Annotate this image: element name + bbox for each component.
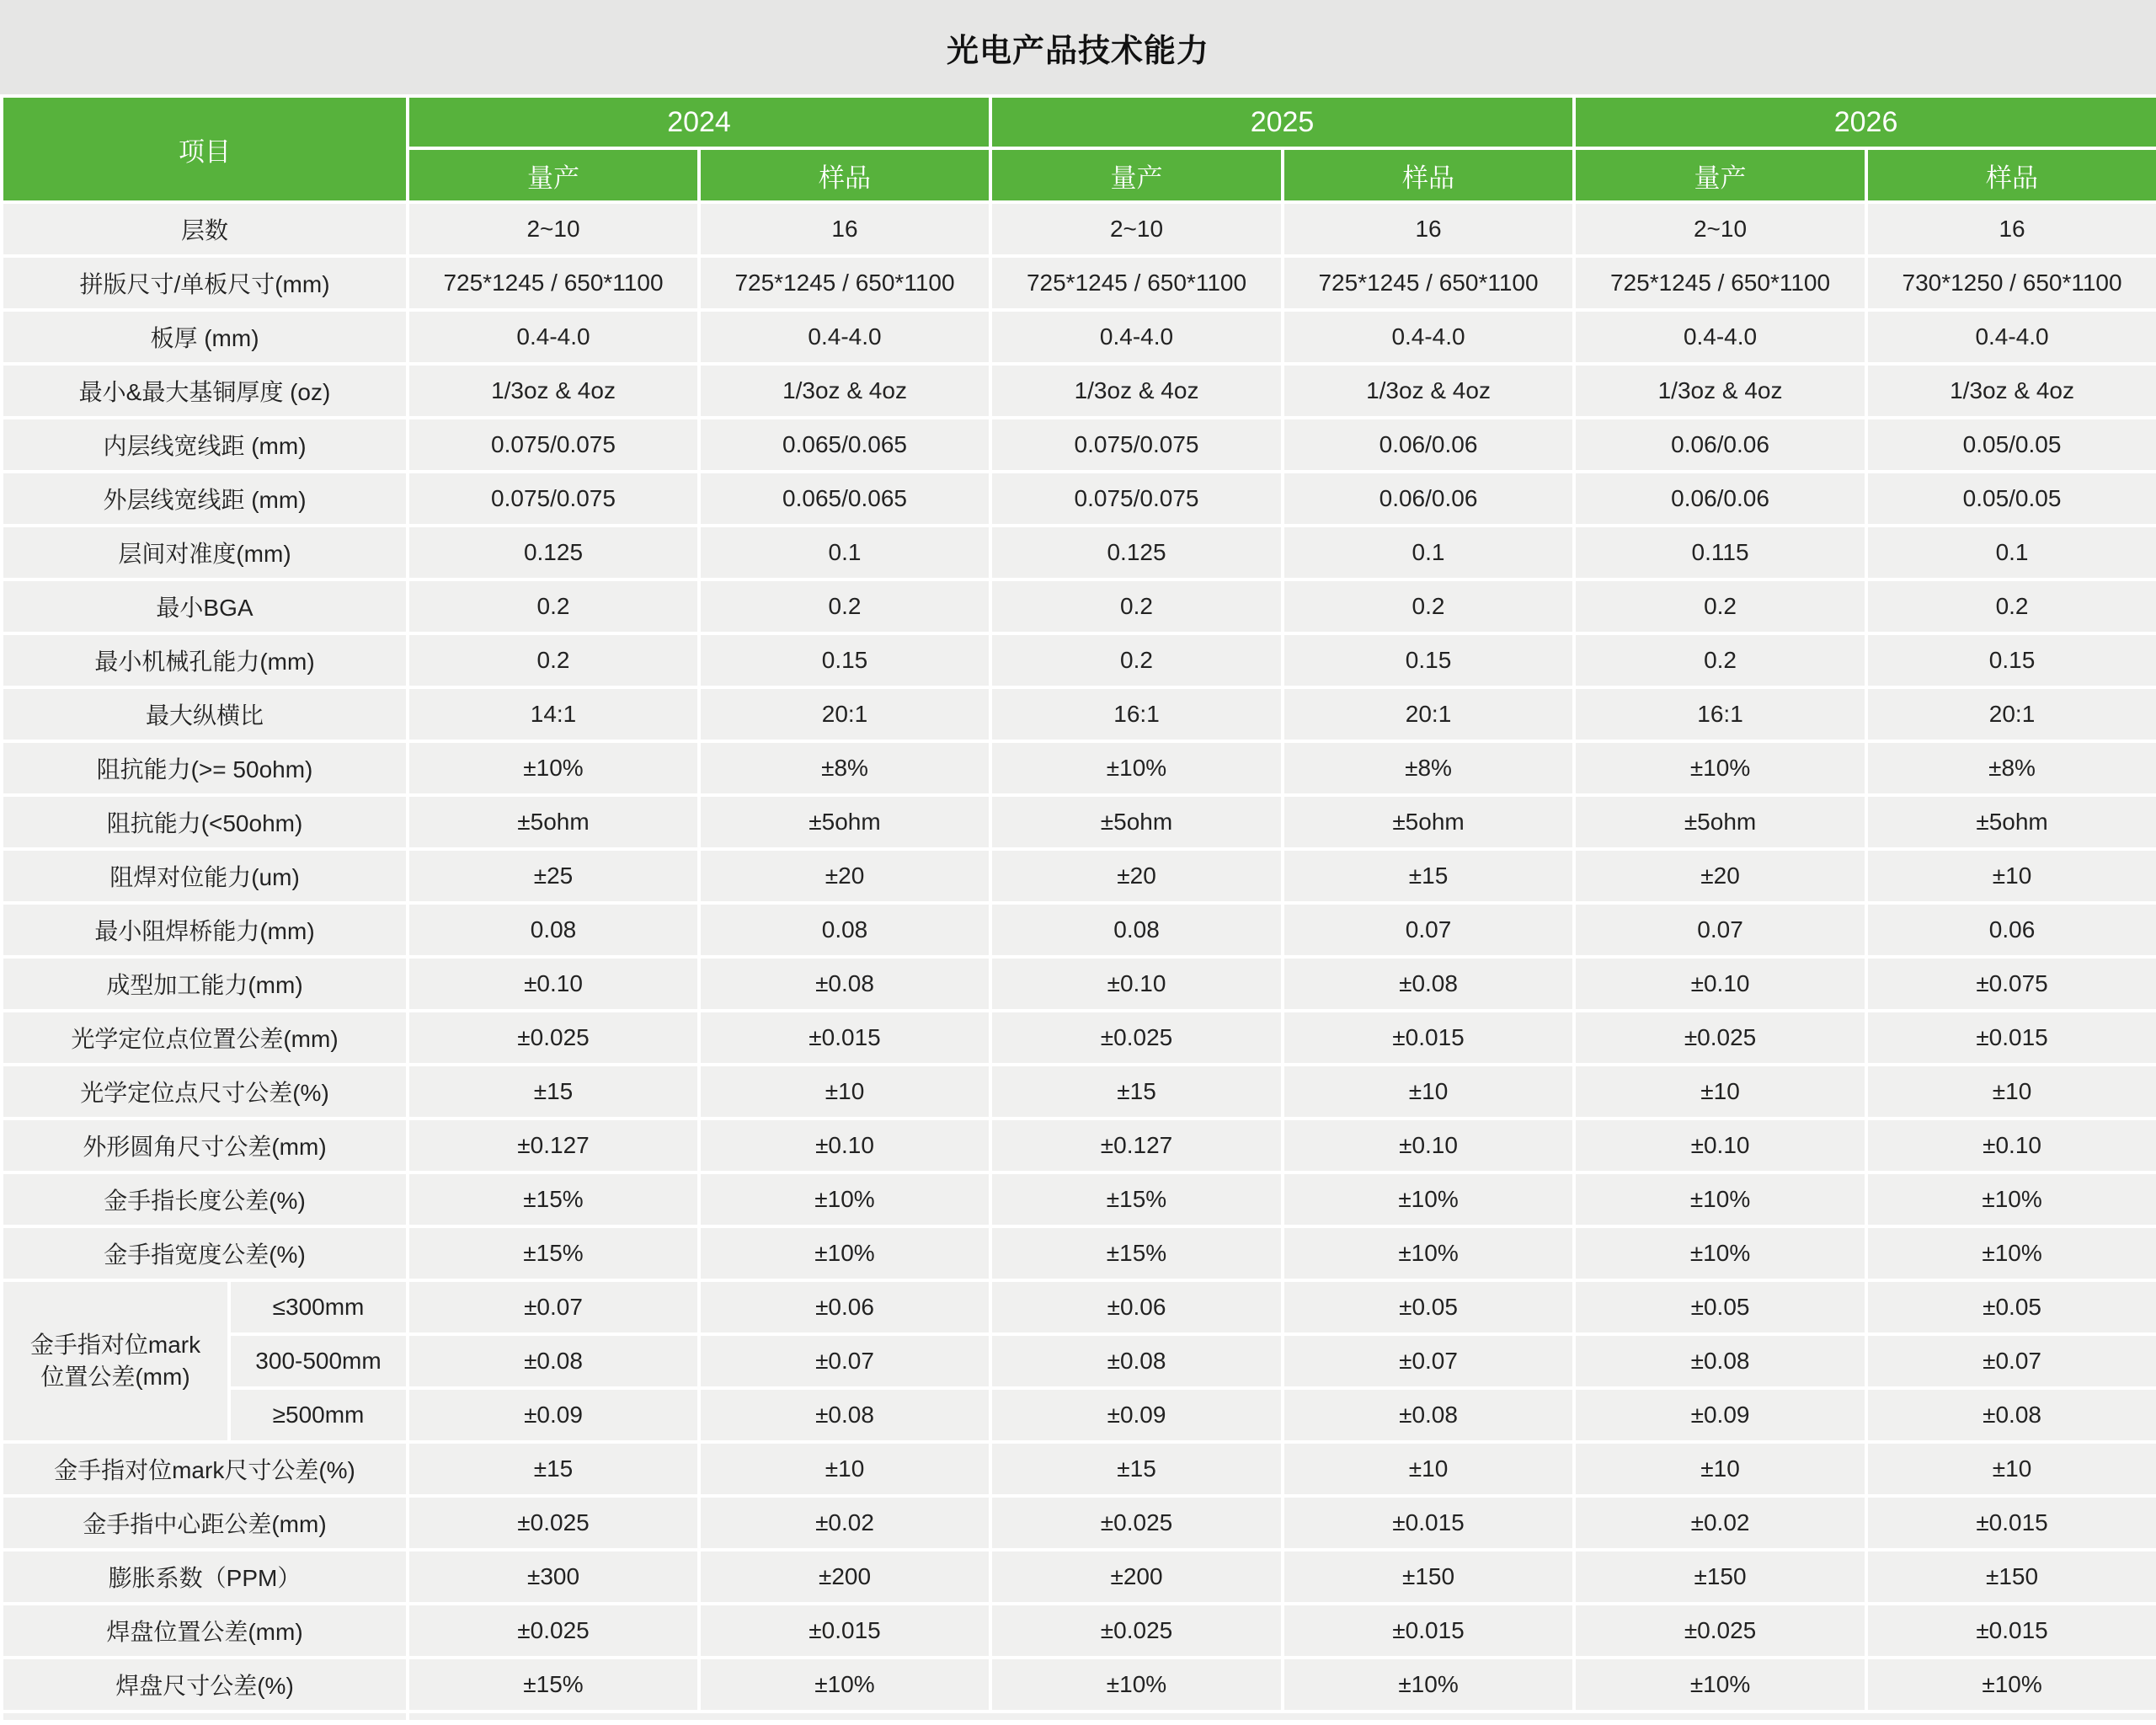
value-cell: ±0.127	[408, 1119, 699, 1172]
value-cell: ±0.015	[699, 1011, 990, 1065]
subcol-header-2026-1: 样品	[1866, 148, 2156, 202]
row-label: 金手指宽度公差(%)	[2, 1226, 408, 1280]
value-cell: 16	[1866, 202, 2156, 256]
value-cell: ±150	[1574, 1550, 1866, 1604]
value-cell: 0.1	[1283, 526, 1574, 579]
value-cell: ±0.015	[1866, 1011, 2156, 1065]
value-cell: ±0.08	[408, 1334, 699, 1388]
value-cell: ±20	[990, 849, 1283, 903]
subcol-header-2024-1: 样品	[699, 148, 990, 202]
value-cell: ±10%	[1574, 1172, 1866, 1226]
value-cell: ±0.025	[990, 1011, 1283, 1065]
table-row	[2, 795, 2156, 849]
value-cell: 1/3oz & 4oz	[990, 364, 1283, 418]
value-cell: ±5ohm	[990, 795, 1283, 849]
value-cell: 0.07	[1283, 903, 1574, 957]
value-cell: ±15	[408, 1065, 699, 1119]
value-cell: ±10	[699, 1442, 990, 1496]
value-cell: 725*1245 / 650*1100	[1574, 256, 1866, 310]
table-row	[2, 1550, 2156, 1604]
subcol-header-2025-0: 量产	[990, 148, 1283, 202]
table-row	[2, 526, 2156, 579]
value-cell: ±0.07	[408, 1280, 699, 1334]
value-cell: ±0.025	[408, 1011, 699, 1065]
value-cell: ±5ohm	[1283, 795, 1574, 849]
value-cell: ±300	[408, 1550, 699, 1604]
value-cell: 0.06/0.06	[1283, 418, 1574, 472]
value-cell: ±0.025	[990, 1604, 1283, 1658]
row-label: 焊盘尺寸公差(%)	[2, 1658, 408, 1712]
row-label: 金手指对位mark尺寸公差(%)	[2, 1442, 408, 1496]
value-cell: ±0.05	[1866, 1280, 2156, 1334]
value-cell: ±0.08	[1866, 1388, 2156, 1442]
value-cell: ±8%	[1283, 741, 1574, 795]
value-cell: ±0.015	[1283, 1011, 1574, 1065]
value-cell: ±0.08	[699, 1388, 990, 1442]
row-label: 内层线宽线距 (mm)	[2, 418, 408, 472]
table-header	[2, 96, 2156, 202]
value-cell: ±0.025	[1574, 1011, 1866, 1065]
value-cell: ±0.075	[1866, 957, 2156, 1011]
value-cell: 0.125	[408, 526, 699, 579]
value-cell: ±10%	[1574, 1658, 1866, 1712]
value-cell: 0.075/0.075	[408, 472, 699, 526]
value-cell: ±15	[408, 1442, 699, 1496]
row-label: 层间对准度(mm)	[2, 526, 408, 579]
value-cell: 0.075/0.075	[408, 418, 699, 472]
table-row	[2, 1226, 2156, 1280]
value-cell: 0.08	[990, 903, 1283, 957]
value-cell: ±0.09	[408, 1388, 699, 1442]
value-cell: ±0.08	[1283, 1388, 1574, 1442]
value-cell: 0.06/0.06	[1574, 472, 1866, 526]
value-cell: 1/3oz & 4oz	[408, 364, 699, 418]
subcol-header-2026-0: 量产	[1574, 148, 1866, 202]
value-cell: 0.065/0.065	[699, 418, 990, 472]
value-cell: ±5ohm	[699, 795, 990, 849]
table-row	[2, 1280, 2156, 1334]
value-cell: ±10	[1866, 849, 2156, 903]
value-cell: 0.075/0.075	[990, 472, 1283, 526]
clipped-cell	[2, 1712, 408, 1722]
value-cell: ±0.025	[1574, 1604, 1866, 1658]
value-cell: ±5ohm	[408, 795, 699, 849]
value-cell: ±0.06	[699, 1280, 990, 1334]
value-cell: ±8%	[699, 741, 990, 795]
value-cell: ±10%	[408, 741, 699, 795]
table-row	[2, 579, 2156, 633]
value-cell: 0.4-4.0	[408, 310, 699, 364]
value-cell: ±10%	[699, 1226, 990, 1280]
value-cell: 14:1	[408, 687, 699, 741]
table-row	[2, 1442, 2156, 1496]
value-cell: ±0.07	[1866, 1334, 2156, 1388]
row-label: 最大纵横比	[2, 687, 408, 741]
value-cell: 725*1245 / 650*1100	[699, 256, 990, 310]
value-cell: 16	[699, 202, 990, 256]
table-row	[2, 1604, 2156, 1658]
value-cell: 20:1	[1866, 687, 2156, 741]
value-cell: 0.065/0.065	[699, 472, 990, 526]
value-cell: 0.075/0.075	[990, 418, 1283, 472]
value-cell: 0.15	[1866, 633, 2156, 687]
value-cell: 0.2	[1574, 633, 1866, 687]
value-cell: ±200	[990, 1550, 1283, 1604]
value-cell: 0.4-4.0	[1283, 310, 1574, 364]
value-cell: ±10	[1283, 1442, 1574, 1496]
value-cell: 0.15	[1283, 633, 1574, 687]
value-cell: 0.06/0.06	[1283, 472, 1574, 526]
value-cell: ±5ohm	[1866, 795, 2156, 849]
value-cell: 0.1	[699, 526, 990, 579]
table-row	[2, 741, 2156, 795]
row-label: 外形圆角尺寸公差(mm)	[2, 1119, 408, 1172]
value-cell: 2~10	[990, 202, 1283, 256]
value-cell: ±10%	[1283, 1226, 1574, 1280]
value-cell: ±0.10	[1574, 1119, 1866, 1172]
table-row	[2, 1496, 2156, 1550]
value-cell: 20:1	[1283, 687, 1574, 741]
row-label: 板厚 (mm)	[2, 310, 408, 364]
value-cell: ±15	[1283, 849, 1574, 903]
table-row	[2, 687, 2156, 741]
page-title: 光电产品技术能力	[946, 33, 1209, 69]
table-row	[2, 472, 2156, 526]
value-cell: ±15	[990, 1065, 1283, 1119]
value-cell: 0.08	[699, 903, 990, 957]
value-cell: ±5ohm	[1574, 795, 1866, 849]
value-cell: 16:1	[1574, 687, 1866, 741]
value-cell: ±0.10	[1574, 957, 1866, 1011]
year-header-2025: 2025	[990, 96, 1574, 148]
group-label-line: 金手指对位mark	[29, 1332, 201, 1359]
value-cell: ±0.10	[990, 957, 1283, 1011]
value-cell: ±10	[1283, 1065, 1574, 1119]
value-cell: ±0.06	[990, 1280, 1283, 1334]
value-cell: ±0.025	[408, 1604, 699, 1658]
value-cell: ±0.09	[1574, 1388, 1866, 1442]
row-label: 最小&最大基铜厚度 (oz)	[2, 364, 408, 418]
value-cell: ±10%	[1574, 1226, 1866, 1280]
value-cell: ±15%	[408, 1226, 699, 1280]
value-cell: 0.2	[990, 579, 1283, 633]
row-label: 膨胀系数（PPM）	[2, 1550, 408, 1604]
value-cell: 725*1245 / 650*1100	[408, 256, 699, 310]
value-cell: 1/3oz & 4oz	[1866, 364, 2156, 418]
value-cell: ±10%	[1574, 741, 1866, 795]
table-row	[2, 364, 2156, 418]
value-cell: 0.15	[699, 633, 990, 687]
value-cell: 0.2	[408, 633, 699, 687]
value-cell: ±15	[990, 1442, 1283, 1496]
table-row	[2, 1334, 2156, 1388]
value-cell: ±0.10	[408, 957, 699, 1011]
row-label: 金手指长度公差(%)	[2, 1172, 408, 1226]
value-cell: ±10	[699, 1065, 990, 1119]
header-year-row	[2, 96, 2156, 148]
value-cell: 0.2	[408, 579, 699, 633]
group-label-line: 位置公差(mm)	[40, 1364, 190, 1390]
value-cell: 1/3oz & 4oz	[1574, 364, 1866, 418]
value-cell: ±0.08	[699, 957, 990, 1011]
row-label: 最小阻焊桥能力(mm)	[2, 903, 408, 957]
value-cell: 0.4-4.0	[1866, 310, 2156, 364]
clipped-cell	[408, 1712, 2156, 1722]
value-cell: 0.2	[1574, 579, 1866, 633]
value-cell: ±10%	[990, 1658, 1283, 1712]
sub-row-label: 300-500mm	[229, 1334, 408, 1388]
row-label: 拼版尺寸/单板尺寸(mm)	[2, 256, 408, 310]
value-cell: ±0.127	[990, 1119, 1283, 1172]
value-cell: 730*1250 / 650*1100	[1866, 256, 2156, 310]
clipped-bottom-row	[2, 1712, 2156, 1722]
value-cell: 0.07	[1574, 903, 1866, 957]
table-body	[2, 202, 2156, 1722]
value-cell: 0.2	[990, 633, 1283, 687]
value-cell: ±15%	[408, 1172, 699, 1226]
value-cell: 1/3oz & 4oz	[699, 364, 990, 418]
value-cell: 0.05/0.05	[1866, 472, 2156, 526]
value-cell: ±10%	[1866, 1172, 2156, 1226]
value-cell: 725*1245 / 650*1100	[1283, 256, 1574, 310]
table-row	[2, 310, 2156, 364]
value-cell: ±0.015	[1866, 1496, 2156, 1550]
value-cell: 725*1245 / 650*1100	[990, 256, 1283, 310]
table-row	[2, 256, 2156, 310]
value-cell: ±0.015	[1866, 1604, 2156, 1658]
value-cell: 1/3oz & 4oz	[1283, 364, 1574, 418]
table-row	[2, 202, 2156, 256]
value-cell: ±0.015	[699, 1604, 990, 1658]
value-cell: ±10%	[1866, 1658, 2156, 1712]
value-cell: ±10%	[1283, 1658, 1574, 1712]
value-cell: ±10%	[990, 741, 1283, 795]
sub-row-label: ≥500mm	[229, 1388, 408, 1442]
value-cell: ±0.08	[990, 1334, 1283, 1388]
row-label: 最小机械孔能力(mm)	[2, 633, 408, 687]
value-cell: ±25	[408, 849, 699, 903]
value-cell: ±0.015	[1283, 1496, 1574, 1550]
group-row-label	[2, 1280, 229, 1442]
value-cell: 0.4-4.0	[699, 310, 990, 364]
value-cell: 0.08	[408, 903, 699, 957]
value-cell: ±200	[699, 1550, 990, 1604]
title-bar	[0, 0, 2156, 94]
row-label: 光学定位点尺寸公差(%)	[2, 1065, 408, 1119]
value-cell: 16	[1283, 202, 1574, 256]
value-cell: ±0.07	[1283, 1334, 1574, 1388]
value-cell: 0.2	[1866, 579, 2156, 633]
table-row	[2, 1658, 2156, 1712]
table-row	[2, 903, 2156, 957]
table-row	[2, 849, 2156, 903]
value-cell: ±0.10	[699, 1119, 990, 1172]
subcol-header-2025-1: 样品	[1283, 148, 1574, 202]
year-header-2026: 2026	[1574, 96, 2156, 148]
table-row	[2, 1065, 2156, 1119]
row-label: 层数	[2, 202, 408, 256]
value-cell: 0.06/0.06	[1574, 418, 1866, 472]
row-label: 阻抗能力(<50ohm)	[2, 795, 408, 849]
value-cell: 2~10	[1574, 202, 1866, 256]
table-row	[2, 1011, 2156, 1065]
value-cell: ±150	[1283, 1550, 1574, 1604]
value-cell: ±10	[1574, 1065, 1866, 1119]
sub-row-label: ≤300mm	[229, 1280, 408, 1334]
value-cell: ±0.025	[990, 1496, 1283, 1550]
value-cell: 0.05/0.05	[1866, 418, 2156, 472]
value-cell: ±0.10	[1866, 1119, 2156, 1172]
corner-header-project: 项目	[2, 96, 408, 202]
value-cell: ±0.08	[1283, 957, 1574, 1011]
year-header-2024: 2024	[408, 96, 990, 148]
value-cell: ±0.10	[1283, 1119, 1574, 1172]
table-row	[2, 418, 2156, 472]
value-cell: ±10%	[699, 1172, 990, 1226]
value-cell: ±10	[1866, 1442, 2156, 1496]
value-cell: 0.115	[1574, 526, 1866, 579]
value-cell: 0.2	[699, 579, 990, 633]
value-cell: ±10%	[1283, 1172, 1574, 1226]
value-cell: ±0.07	[699, 1334, 990, 1388]
value-cell: ±20	[699, 849, 990, 903]
table-row	[2, 633, 2156, 687]
row-label: 成型加工能力(mm)	[2, 957, 408, 1011]
value-cell: 0.1	[1866, 526, 2156, 579]
value-cell: 2~10	[408, 202, 699, 256]
table-row	[2, 1388, 2156, 1442]
row-label: 最小BGA	[2, 579, 408, 633]
row-label: 焊盘位置公差(mm)	[2, 1604, 408, 1658]
value-cell: ±150	[1866, 1550, 2156, 1604]
row-label: 外层线宽线距 (mm)	[2, 472, 408, 526]
value-cell: 0.06	[1866, 903, 2156, 957]
value-cell: ±0.015	[1283, 1604, 1574, 1658]
value-cell: ±10	[1866, 1065, 2156, 1119]
row-label: 阻抗能力(>= 50ohm)	[2, 741, 408, 795]
subcol-header-2024-0: 量产	[408, 148, 699, 202]
value-cell: ±20	[1574, 849, 1866, 903]
value-cell: ±0.09	[990, 1388, 1283, 1442]
value-cell: 16:1	[990, 687, 1283, 741]
row-label: 阻焊对位能力(um)	[2, 849, 408, 903]
row-label: 光学定位点位置公差(mm)	[2, 1011, 408, 1065]
value-cell: ±0.02	[699, 1496, 990, 1550]
value-cell: ±0.05	[1574, 1280, 1866, 1334]
value-cell: 0.2	[1283, 579, 1574, 633]
value-cell: ±0.08	[1574, 1334, 1866, 1388]
value-cell: 0.125	[990, 526, 1283, 579]
value-cell: 20:1	[699, 687, 990, 741]
value-cell: ±0.05	[1283, 1280, 1574, 1334]
table-row	[2, 1172, 2156, 1226]
value-cell: ±0.025	[408, 1496, 699, 1550]
row-label: 金手指中心距公差(mm)	[2, 1496, 408, 1550]
value-cell: ±10%	[1866, 1226, 2156, 1280]
value-cell: ±15%	[990, 1172, 1283, 1226]
value-cell: ±10	[1574, 1442, 1866, 1496]
value-cell: ±15%	[990, 1226, 1283, 1280]
value-cell: 0.4-4.0	[1574, 310, 1866, 364]
value-cell: ±0.02	[1574, 1496, 1866, 1550]
table-row	[2, 957, 2156, 1011]
value-cell: ±15%	[408, 1658, 699, 1712]
value-cell: ±8%	[1866, 741, 2156, 795]
value-cell: 0.4-4.0	[990, 310, 1283, 364]
value-cell: ±10%	[699, 1658, 990, 1712]
table-row	[2, 1119, 2156, 1172]
capability-table	[0, 94, 2156, 1723]
